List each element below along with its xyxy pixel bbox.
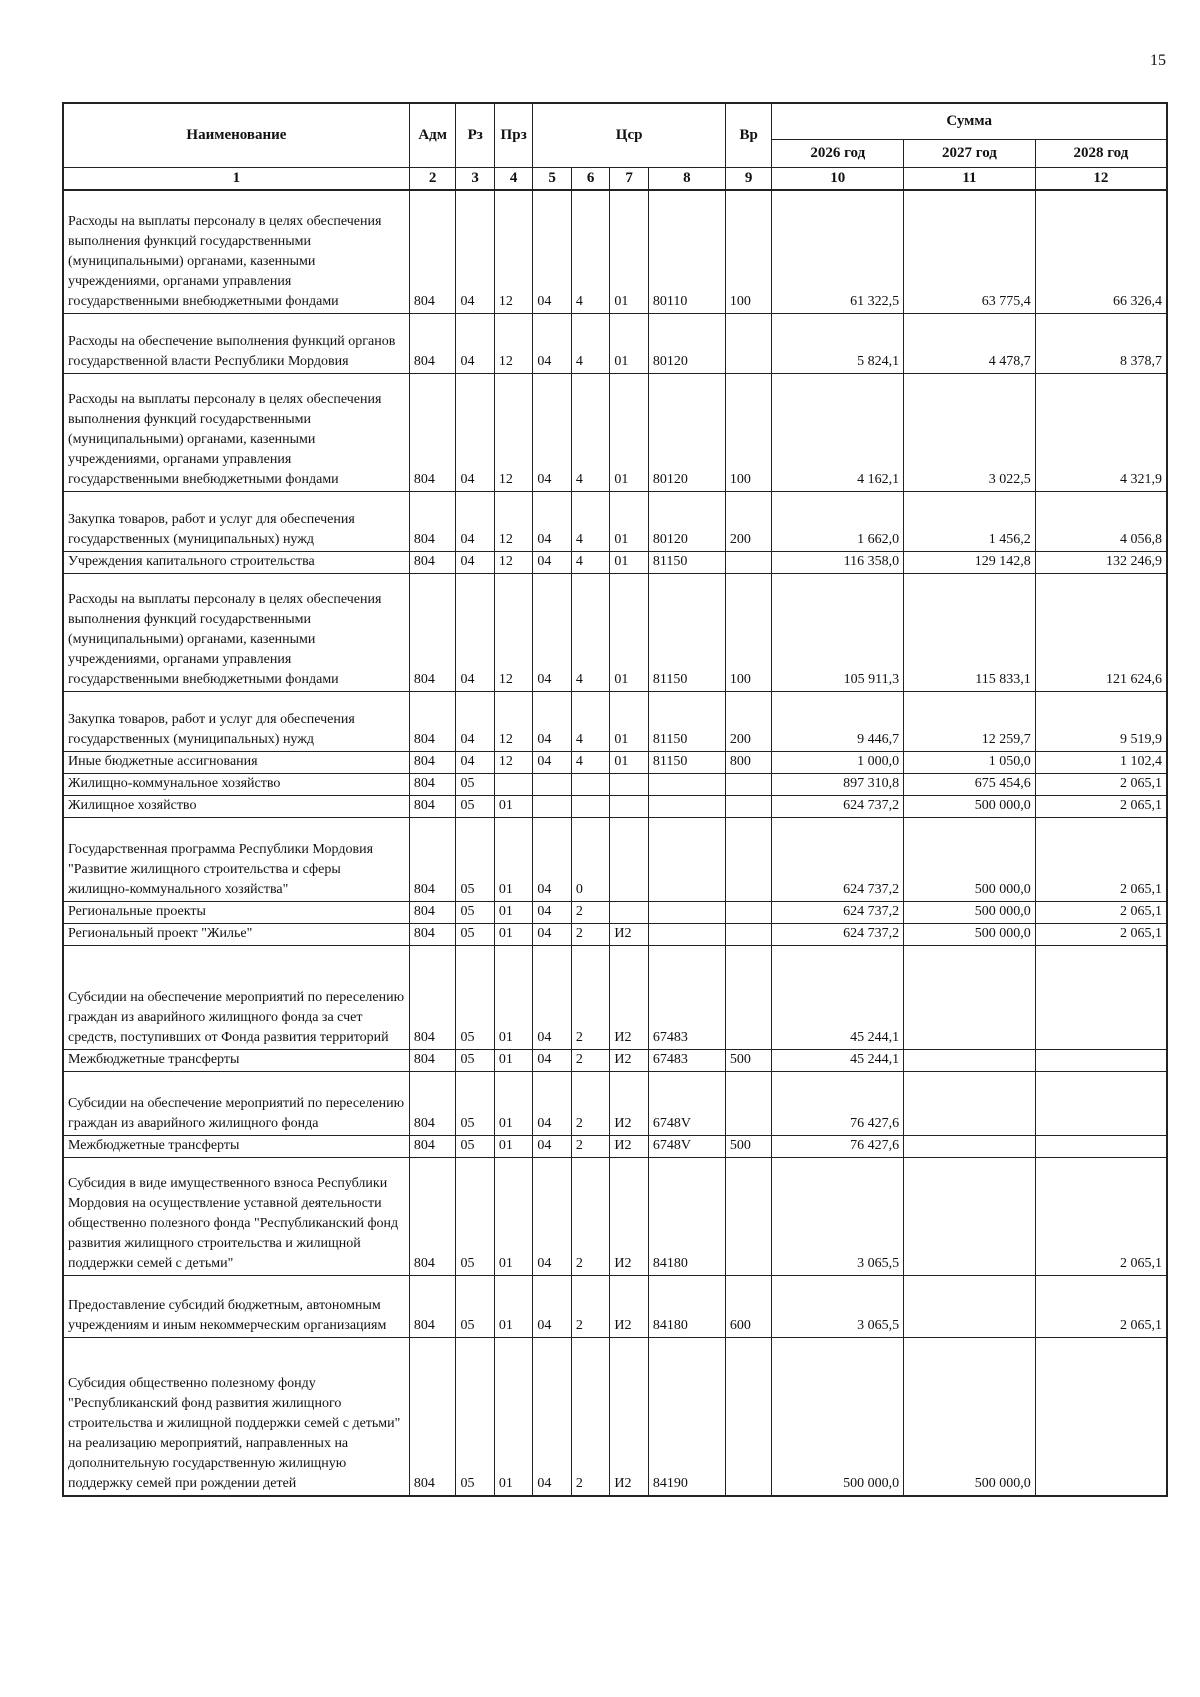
row-code-adm: 804 xyxy=(409,574,456,692)
row-code-vr xyxy=(725,1338,772,1496)
row-code-c6: 4 xyxy=(571,374,609,492)
row-code-c6 xyxy=(571,774,609,796)
row-code-vr: 800 xyxy=(725,752,772,774)
row-code-adm: 804 xyxy=(409,924,456,946)
row-sum-s2: 500 000,0 xyxy=(904,818,1036,902)
row-sum-s3: 4 056,8 xyxy=(1035,492,1167,552)
row-code-c8: 84180 xyxy=(648,1276,725,1338)
row-code-prz: 12 xyxy=(494,552,532,574)
row-sum-s1: 624 737,2 xyxy=(772,818,904,902)
row-code-vr xyxy=(725,774,772,796)
row-code-adm: 804 xyxy=(409,752,456,774)
row-sum-s1: 624 737,2 xyxy=(772,796,904,818)
row-code-vr xyxy=(725,796,772,818)
row-name: Предоставление субсидий бюджетным, автономным учреждениям и иным некоммерческим организациям xyxy=(63,1276,409,1338)
row-code-c5: 04 xyxy=(533,946,571,1050)
table-row xyxy=(63,796,1167,818)
row-code-c6: 2 xyxy=(571,1158,609,1276)
table-row xyxy=(63,492,1167,552)
row-sum-s1: 624 737,2 xyxy=(772,924,904,946)
table-row xyxy=(63,1072,1167,1136)
row-code-vr: 500 xyxy=(725,1136,772,1158)
row-sum-s2 xyxy=(904,946,1036,1050)
row-code-c7 xyxy=(610,818,648,902)
row-code-adm: 804 xyxy=(409,796,456,818)
row-name: Межбюджетные трансферты xyxy=(63,1050,409,1072)
row-code-c6: 4 xyxy=(571,492,609,552)
row-sum-s3 xyxy=(1035,1338,1167,1496)
row-sum-s1: 1 000,0 xyxy=(772,752,904,774)
row-code-c8: 67483 xyxy=(648,946,725,1050)
row-code-prz: 01 xyxy=(494,818,532,902)
row-code-c5: 04 xyxy=(533,1072,571,1136)
column-number: 1 xyxy=(63,167,409,190)
table-row xyxy=(63,774,1167,796)
row-name: Региональный проект "Жилье" xyxy=(63,924,409,946)
row-code-c6: 2 xyxy=(571,946,609,1050)
row-code-c8: 81150 xyxy=(648,752,725,774)
row-code-prz: 01 xyxy=(494,1072,532,1136)
row-code-c7: И2 xyxy=(610,1136,648,1158)
row-name: Субсидия в виде имущественного взноса Республики Мордовия на осуществление уставной деятельности общественно полезного фонда "Республиканский фонд развития жилищного строительства и жилищной поддержки семей с детьми" xyxy=(63,1158,409,1276)
table-row xyxy=(63,374,1167,492)
row-sum-s1: 61 322,5 xyxy=(772,190,904,314)
row-sum-s1: 9 446,7 xyxy=(772,692,904,752)
row-sum-s1: 5 824,1 xyxy=(772,314,904,374)
row-sum-s3: 1 102,4 xyxy=(1035,752,1167,774)
table-row xyxy=(63,946,1167,1050)
row-sum-s2: 4 478,7 xyxy=(904,314,1036,374)
row-code-c5: 04 xyxy=(533,902,571,924)
row-code-adm: 804 xyxy=(409,774,456,796)
row-code-rz: 04 xyxy=(456,492,494,552)
header-year-2028: 2028 год xyxy=(1035,139,1167,167)
row-name: Расходы на выплаты персоналу в целях обеспечения выполнения функций государственными (муниципальными) органами, казенными учреждениями, органами управления государственными внебюджетными фондами xyxy=(63,374,409,492)
row-code-rz: 05 xyxy=(456,902,494,924)
row-code-c8 xyxy=(648,924,725,946)
row-code-c7: И2 xyxy=(610,1072,648,1136)
row-code-prz: 01 xyxy=(494,1136,532,1158)
row-code-prz: 01 xyxy=(494,902,532,924)
row-code-adm: 804 xyxy=(409,190,456,314)
row-code-c7: 01 xyxy=(610,492,648,552)
row-code-vr xyxy=(725,946,772,1050)
row-code-rz: 05 xyxy=(456,1158,494,1276)
table-row xyxy=(63,1276,1167,1338)
row-sum-s3: 4 321,9 xyxy=(1035,374,1167,492)
row-code-prz: 01 xyxy=(494,1276,532,1338)
row-sum-s2: 500 000,0 xyxy=(904,1338,1036,1496)
row-code-vr: 100 xyxy=(725,574,772,692)
row-code-prz: 12 xyxy=(494,692,532,752)
row-code-c7 xyxy=(610,796,648,818)
row-code-c5: 04 xyxy=(533,1136,571,1158)
row-code-c8: 81150 xyxy=(648,692,725,752)
row-code-c5: 04 xyxy=(533,374,571,492)
row-name: Субсидии на обеспечение мероприятий по переселению граждан из аварийного жилищного фонда xyxy=(63,1072,409,1136)
column-number: 11 xyxy=(904,167,1036,190)
row-code-adm: 804 xyxy=(409,1136,456,1158)
row-code-adm: 804 xyxy=(409,1050,456,1072)
row-code-c7: И2 xyxy=(610,924,648,946)
header-sum: Сумма xyxy=(772,103,1167,139)
row-name: Жилищно-коммунальное хозяйство xyxy=(63,774,409,796)
row-sum-s1: 76 427,6 xyxy=(772,1136,904,1158)
row-code-vr: 100 xyxy=(725,374,772,492)
row-code-prz: 01 xyxy=(494,1050,532,1072)
row-code-c8: 67483 xyxy=(648,1050,725,1072)
table-row xyxy=(63,752,1167,774)
row-code-c8: 81150 xyxy=(648,552,725,574)
row-code-vr: 500 xyxy=(725,1050,772,1072)
row-sum-s3 xyxy=(1035,1072,1167,1136)
row-code-c7: И2 xyxy=(610,1276,648,1338)
row-code-vr: 200 xyxy=(725,492,772,552)
row-sum-s1: 1 662,0 xyxy=(772,492,904,552)
table-row xyxy=(63,902,1167,924)
row-sum-s2 xyxy=(904,1050,1036,1072)
row-name: Закупка товаров, работ и услуг для обеспечения государственных (муниципальных) нужд xyxy=(63,692,409,752)
row-code-c5 xyxy=(533,774,571,796)
row-sum-s2: 1 456,2 xyxy=(904,492,1036,552)
row-code-c7: 01 xyxy=(610,190,648,314)
row-sum-s1: 76 427,6 xyxy=(772,1072,904,1136)
budget-table xyxy=(62,102,1168,1497)
row-name: Субсидия общественно полезному фонду "Республиканский фонд развития жилищного строительства и жилищной поддержки семей с детьми" на реализацию мероприятий, направленных на дополнительную государственную жилищную поддержку семей при рождении детей xyxy=(63,1338,409,1496)
row-code-c5: 04 xyxy=(533,752,571,774)
row-sum-s2 xyxy=(904,1072,1036,1136)
row-code-prz: 01 xyxy=(494,946,532,1050)
header-csr: Цср xyxy=(533,103,725,167)
row-code-rz: 05 xyxy=(456,1338,494,1496)
row-code-c6: 2 xyxy=(571,1072,609,1136)
row-code-adm: 804 xyxy=(409,1072,456,1136)
row-name: Иные бюджетные ассигнования xyxy=(63,752,409,774)
row-code-adm: 804 xyxy=(409,692,456,752)
header-name: Наименование xyxy=(63,103,409,167)
row-sum-s2: 129 142,8 xyxy=(904,552,1036,574)
row-code-c6: 4 xyxy=(571,190,609,314)
row-code-c6: 4 xyxy=(571,752,609,774)
row-code-prz: 12 xyxy=(494,492,532,552)
table-row xyxy=(63,190,1167,314)
row-code-adm: 804 xyxy=(409,374,456,492)
row-code-adm: 804 xyxy=(409,552,456,574)
table-row xyxy=(63,1136,1167,1158)
row-code-adm: 804 xyxy=(409,902,456,924)
row-sum-s2: 500 000,0 xyxy=(904,924,1036,946)
table-row xyxy=(63,1158,1167,1276)
row-name: Жилищное хозяйство xyxy=(63,796,409,818)
row-code-c6: 4 xyxy=(571,552,609,574)
row-code-c5: 04 xyxy=(533,574,571,692)
row-sum-s3: 2 065,1 xyxy=(1035,796,1167,818)
row-code-prz: 12 xyxy=(494,574,532,692)
row-sum-s1: 105 911,3 xyxy=(772,574,904,692)
row-code-prz: 12 xyxy=(494,374,532,492)
row-code-adm: 804 xyxy=(409,1158,456,1276)
row-code-c7: 01 xyxy=(610,692,648,752)
row-sum-s2: 12 259,7 xyxy=(904,692,1036,752)
row-code-vr: 100 xyxy=(725,190,772,314)
row-code-c5: 04 xyxy=(533,190,571,314)
row-code-adm: 804 xyxy=(409,1276,456,1338)
row-code-prz: 12 xyxy=(494,314,532,374)
row-sum-s2: 1 050,0 xyxy=(904,752,1036,774)
header-year-2027: 2027 год xyxy=(904,139,1036,167)
row-sum-s3 xyxy=(1035,1050,1167,1072)
column-number: 7 xyxy=(610,167,648,190)
row-sum-s1: 116 358,0 xyxy=(772,552,904,574)
row-sum-s1: 45 244,1 xyxy=(772,946,904,1050)
row-code-c8 xyxy=(648,796,725,818)
row-code-c8 xyxy=(648,818,725,902)
row-code-rz: 04 xyxy=(456,374,494,492)
row-code-c8: 84190 xyxy=(648,1338,725,1496)
header-prz: Прз xyxy=(494,103,532,167)
row-sum-s1: 897 310,8 xyxy=(772,774,904,796)
row-sum-s2: 3 022,5 xyxy=(904,374,1036,492)
column-number: 3 xyxy=(456,167,494,190)
row-name: Государственная программа Республики Мордовия "Развитие жилищного строительства и сферы жилищно-коммунального хозяйства" xyxy=(63,818,409,902)
column-number: 10 xyxy=(772,167,904,190)
row-code-vr xyxy=(725,552,772,574)
row-sum-s2: 63 775,4 xyxy=(904,190,1036,314)
row-code-rz: 05 xyxy=(456,924,494,946)
row-sum-s3 xyxy=(1035,946,1167,1050)
row-code-c6: 4 xyxy=(571,692,609,752)
row-code-vr xyxy=(725,924,772,946)
page-number: 15 xyxy=(1150,52,1166,69)
row-code-c6: 2 xyxy=(571,1050,609,1072)
row-sum-s3: 121 624,6 xyxy=(1035,574,1167,692)
row-name: Учреждения капитального строительства xyxy=(63,552,409,574)
row-code-adm: 804 xyxy=(409,1338,456,1496)
row-sum-s2 xyxy=(904,1136,1036,1158)
column-number: 2 xyxy=(409,167,456,190)
row-code-c7: 01 xyxy=(610,374,648,492)
row-sum-s2: 115 833,1 xyxy=(904,574,1036,692)
row-name: Закупка товаров, работ и услуг для обеспечения государственных (муниципальных) нужд xyxy=(63,492,409,552)
row-code-c6: 2 xyxy=(571,902,609,924)
row-name: Субсидии на обеспечение мероприятий по переселению граждан из аварийного жилищного фонда за счет средств, поступивших от Фонда развития территорий xyxy=(63,946,409,1050)
row-code-adm: 804 xyxy=(409,818,456,902)
row-name: Расходы на обеспечение выполнения функций органов государственной власти Республики Мордовия xyxy=(63,314,409,374)
row-code-c7: 01 xyxy=(610,574,648,692)
row-code-c5: 04 xyxy=(533,1338,571,1496)
row-sum-s3: 66 326,4 xyxy=(1035,190,1167,314)
row-code-c7: И2 xyxy=(610,1158,648,1276)
table-row xyxy=(63,1338,1167,1496)
table-row xyxy=(63,1050,1167,1072)
column-number: 12 xyxy=(1035,167,1167,190)
row-code-c6: 2 xyxy=(571,924,609,946)
table-row xyxy=(63,552,1167,574)
row-code-c6: 2 xyxy=(571,1338,609,1496)
row-code-c8: 6748V xyxy=(648,1136,725,1158)
row-code-c7: И2 xyxy=(610,1050,648,1072)
row-code-c7: 01 xyxy=(610,552,648,574)
row-code-c5: 04 xyxy=(533,1158,571,1276)
column-number-row xyxy=(63,167,1167,190)
row-code-c7: 01 xyxy=(610,314,648,374)
row-name: Расходы на выплаты персоналу в целях обеспечения выполнения функций государственными (муниципальными) органами, казенными учреждениями, органами управления государственными внебюджетными фондами xyxy=(63,190,409,314)
row-sum-s3: 2 065,1 xyxy=(1035,774,1167,796)
row-code-c5: 04 xyxy=(533,1276,571,1338)
row-code-c8: 81150 xyxy=(648,574,725,692)
row-sum-s1: 4 162,1 xyxy=(772,374,904,492)
row-code-c8: 80110 xyxy=(648,190,725,314)
row-code-c8: 80120 xyxy=(648,314,725,374)
row-sum-s3: 2 065,1 xyxy=(1035,818,1167,902)
table-row xyxy=(63,692,1167,752)
row-code-rz: 04 xyxy=(456,314,494,374)
table-row xyxy=(63,818,1167,902)
row-code-prz: 01 xyxy=(494,1158,532,1276)
table-body xyxy=(63,190,1167,1496)
row-code-adm: 804 xyxy=(409,314,456,374)
row-code-c7: И2 xyxy=(610,946,648,1050)
row-code-rz: 04 xyxy=(456,752,494,774)
row-code-prz: 01 xyxy=(494,796,532,818)
row-code-c8 xyxy=(648,902,725,924)
row-code-c7 xyxy=(610,774,648,796)
row-code-rz: 05 xyxy=(456,774,494,796)
row-code-vr xyxy=(725,1072,772,1136)
row-code-rz: 04 xyxy=(456,552,494,574)
row-code-c5: 04 xyxy=(533,692,571,752)
row-sum-s3: 132 246,9 xyxy=(1035,552,1167,574)
row-code-c8: 80120 xyxy=(648,374,725,492)
row-code-rz: 05 xyxy=(456,1072,494,1136)
column-number: 4 xyxy=(494,167,532,190)
table-row xyxy=(63,314,1167,374)
header-year-2026: 2026 год xyxy=(772,139,904,167)
row-code-prz: 01 xyxy=(494,924,532,946)
row-sum-s2 xyxy=(904,1158,1036,1276)
row-sum-s3: 2 065,1 xyxy=(1035,1158,1167,1276)
column-number: 6 xyxy=(571,167,609,190)
row-code-adm: 804 xyxy=(409,492,456,552)
row-sum-s2 xyxy=(904,1276,1036,1338)
row-code-rz: 04 xyxy=(456,190,494,314)
row-sum-s1: 45 244,1 xyxy=(772,1050,904,1072)
row-code-c6: 2 xyxy=(571,1136,609,1158)
row-code-c5: 04 xyxy=(533,1050,571,1072)
row-code-vr: 200 xyxy=(725,692,772,752)
row-code-rz: 05 xyxy=(456,946,494,1050)
row-sum-s1: 3 065,5 xyxy=(772,1276,904,1338)
row-name: Региональные проекты xyxy=(63,902,409,924)
row-code-c6: 4 xyxy=(571,314,609,374)
row-code-c6: 2 xyxy=(571,1276,609,1338)
row-sum-s1: 624 737,2 xyxy=(772,902,904,924)
header-rz: Рз xyxy=(456,103,494,167)
row-code-rz: 05 xyxy=(456,1050,494,1072)
row-code-c5 xyxy=(533,796,571,818)
row-sum-s3: 8 378,7 xyxy=(1035,314,1167,374)
column-number: 8 xyxy=(648,167,725,190)
row-code-vr: 600 xyxy=(725,1276,772,1338)
row-code-rz: 05 xyxy=(456,818,494,902)
row-code-prz xyxy=(494,774,532,796)
row-code-c7 xyxy=(610,902,648,924)
row-code-c5: 04 xyxy=(533,552,571,574)
row-code-rz: 05 xyxy=(456,1136,494,1158)
table-row xyxy=(63,924,1167,946)
row-sum-s2: 500 000,0 xyxy=(904,902,1036,924)
row-sum-s3: 2 065,1 xyxy=(1035,902,1167,924)
row-code-c6: 4 xyxy=(571,574,609,692)
row-code-rz: 04 xyxy=(456,692,494,752)
table-row xyxy=(63,574,1167,692)
row-sum-s3: 2 065,1 xyxy=(1035,924,1167,946)
column-number: 9 xyxy=(725,167,772,190)
row-code-rz: 05 xyxy=(456,796,494,818)
row-code-c6 xyxy=(571,796,609,818)
row-code-vr xyxy=(725,818,772,902)
row-code-c5: 04 xyxy=(533,314,571,374)
row-sum-s3: 2 065,1 xyxy=(1035,1276,1167,1338)
header-vr: Вр xyxy=(725,103,772,167)
row-sum-s3 xyxy=(1035,1136,1167,1158)
row-code-rz: 04 xyxy=(456,574,494,692)
row-code-c6: 0 xyxy=(571,818,609,902)
row-sum-s3: 9 519,9 xyxy=(1035,692,1167,752)
row-code-prz: 01 xyxy=(494,1338,532,1496)
row-code-c8 xyxy=(648,774,725,796)
row-code-c5: 04 xyxy=(533,924,571,946)
row-code-vr xyxy=(725,314,772,374)
row-sum-s2: 675 454,6 xyxy=(904,774,1036,796)
row-name: Расходы на выплаты персоналу в целях обеспечения выполнения функций государственными (муниципальными) органами, казенными учреждениями, органами управления государственными внебюджетными фондами xyxy=(63,574,409,692)
row-sum-s2: 500 000,0 xyxy=(904,796,1036,818)
row-code-c5: 04 xyxy=(533,818,571,902)
row-code-prz: 12 xyxy=(494,752,532,774)
row-sum-s1: 3 065,5 xyxy=(772,1158,904,1276)
row-code-vr xyxy=(725,902,772,924)
row-code-adm: 804 xyxy=(409,946,456,1050)
row-sum-s1: 500 000,0 xyxy=(772,1338,904,1496)
header-adm: Адм xyxy=(409,103,456,167)
row-code-c8: 80120 xyxy=(648,492,725,552)
row-name: Межбюджетные трансферты xyxy=(63,1136,409,1158)
row-code-c7: 01 xyxy=(610,752,648,774)
row-code-c7: И2 xyxy=(610,1338,648,1496)
row-code-rz: 05 xyxy=(456,1276,494,1338)
row-code-prz: 12 xyxy=(494,190,532,314)
row-code-vr xyxy=(725,1158,772,1276)
row-code-c8: 84180 xyxy=(648,1158,725,1276)
column-number: 5 xyxy=(533,167,571,190)
row-code-c8: 6748V xyxy=(648,1072,725,1136)
row-code-c5: 04 xyxy=(533,492,571,552)
